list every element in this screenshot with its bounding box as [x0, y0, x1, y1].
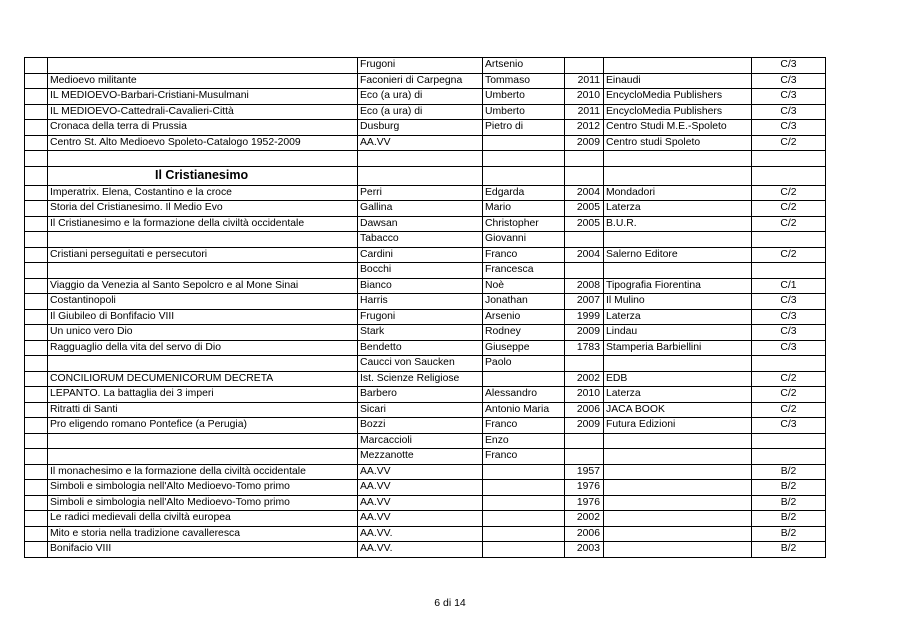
- row-index-cell: [25, 356, 48, 372]
- row-index-cell: [25, 449, 48, 465]
- publisher-cell: [604, 433, 752, 449]
- title-cell: IL MEDIOEVO-Barbari-Cristiani-Musulmani: [48, 89, 358, 105]
- row-index-cell: [25, 526, 48, 542]
- author-surname-cell: Barbero: [358, 387, 483, 403]
- row-index-cell: [25, 309, 48, 325]
- author-name-cell: Franco: [483, 418, 565, 434]
- author-surname-cell: Dusburg: [358, 120, 483, 136]
- title-cell: Bonifacio VIII: [48, 542, 358, 558]
- title-cell: [48, 58, 358, 74]
- publisher-cell: Einaudi: [604, 73, 752, 89]
- shelf-cell: B/2: [752, 495, 826, 511]
- title-cell: [48, 356, 358, 372]
- shelf-cell: C/2: [752, 185, 826, 201]
- author-surname-cell: Bendetto: [358, 340, 483, 356]
- year-cell: [565, 166, 604, 185]
- table-row: [25, 89, 826, 105]
- table-row: [25, 402, 826, 418]
- row-index-cell: [25, 89, 48, 105]
- row-index-cell: [25, 58, 48, 74]
- row-index-cell: [25, 201, 48, 217]
- row-index-cell: [25, 120, 48, 136]
- author-name-cell: Edgarda: [483, 185, 565, 201]
- year-cell: 1976: [565, 480, 604, 496]
- shelf-cell: [752, 263, 826, 279]
- page-number: 6 di 14: [434, 597, 466, 609]
- title-cell: LEPANTO. La battaglia dei 3 imperi: [48, 387, 358, 403]
- year-cell: 2002: [565, 511, 604, 527]
- author-name-cell: [483, 135, 565, 151]
- author-surname-cell: AA.VV: [358, 480, 483, 496]
- row-index-cell: [25, 232, 48, 248]
- year-cell: 2009: [565, 325, 604, 341]
- year-cell: 1976: [565, 495, 604, 511]
- title-cell: Medioevo militante: [48, 73, 358, 89]
- title-cell: Un unico vero Dio: [48, 325, 358, 341]
- author-name-cell: Arsenio: [483, 309, 565, 325]
- publisher-cell: [604, 526, 752, 542]
- section-title: Il Cristianesimo: [48, 166, 358, 185]
- title-cell: Centro St. Alto Medioevo Spoleto-Catalogo 1952-2009: [48, 135, 358, 151]
- shelf-cell: C/3: [752, 73, 826, 89]
- table-row: [25, 418, 826, 434]
- year-cell: 2004: [565, 185, 604, 201]
- author-name-cell: [483, 464, 565, 480]
- publisher-cell: EDB: [604, 371, 752, 387]
- table-row: [25, 104, 826, 120]
- year-cell: 2006: [565, 402, 604, 418]
- author-surname-cell: Eco (a ura) di: [358, 89, 483, 105]
- author-surname-cell: Mezzanotte: [358, 449, 483, 465]
- catalog-table: [24, 57, 826, 558]
- author-name-cell: Alessandro: [483, 387, 565, 403]
- shelf-cell: C/3: [752, 418, 826, 434]
- row-index-cell: [25, 418, 48, 434]
- author-name-cell: Giuseppe: [483, 340, 565, 356]
- publisher-cell: Salerno Editore: [604, 247, 752, 263]
- author-name-cell: Francesca: [483, 263, 565, 279]
- row-index-cell: [25, 371, 48, 387]
- table-row: [25, 340, 826, 356]
- table-row: [25, 495, 826, 511]
- author-surname-cell: Tabacco: [358, 232, 483, 248]
- title-cell: Imperatrix. Elena, Costantino e la croce: [48, 185, 358, 201]
- author-surname-cell: Bozzi: [358, 418, 483, 434]
- publisher-cell: Centro studi Spoleto: [604, 135, 752, 151]
- shelf-cell: B/2: [752, 464, 826, 480]
- publisher-cell: EncycloMedia Publishers: [604, 104, 752, 120]
- publisher-cell: [604, 58, 752, 74]
- year-cell: [565, 232, 604, 248]
- row-index-cell: [25, 247, 48, 263]
- publisher-cell: [604, 449, 752, 465]
- publisher-cell: [604, 542, 752, 558]
- title-cell: Simboli e simbologia nell'Alto Medioevo-Tomo primo: [48, 495, 358, 511]
- row-index-cell: [25, 104, 48, 120]
- year-cell: 2005: [565, 216, 604, 232]
- publisher-cell: Tipografia Fiorentina: [604, 278, 752, 294]
- year-cell: 2011: [565, 73, 604, 89]
- publisher-cell: [604, 511, 752, 527]
- title-cell: Ritratti di Santi: [48, 402, 358, 418]
- title-cell: IL MEDIOEVO-Cattedrali-Cavalieri-Città: [48, 104, 358, 120]
- table-row: [25, 201, 826, 217]
- year-cell: 2004: [565, 247, 604, 263]
- year-cell: 2009: [565, 418, 604, 434]
- title-cell: Il monachesimo e la formazione della civiltà occidentale: [48, 464, 358, 480]
- shelf-cell: C/3: [752, 309, 826, 325]
- row-index-cell: [25, 73, 48, 89]
- author-name-cell: [483, 166, 565, 185]
- author-name-cell: [483, 495, 565, 511]
- publisher-cell: [604, 480, 752, 496]
- shelf-cell: C/2: [752, 371, 826, 387]
- table-row: [25, 449, 826, 465]
- year-cell: 1999: [565, 309, 604, 325]
- title-cell: Le radici medievali della civiltà europea: [48, 511, 358, 527]
- author-surname-cell: AA.VV: [358, 464, 483, 480]
- shelf-cell: [752, 151, 826, 167]
- publisher-cell: Futura Edizioni: [604, 418, 752, 434]
- year-cell: [565, 356, 604, 372]
- title-cell: Simboli e simbologia nell'Alto Medioevo-Tomo primo: [48, 480, 358, 496]
- title-cell: Storia del Cristianesimo. Il Medio Evo: [48, 201, 358, 217]
- row-index-cell: [25, 151, 48, 167]
- table-row: [25, 232, 826, 248]
- author-name-cell: Noè: [483, 278, 565, 294]
- publisher-cell: [604, 263, 752, 279]
- author-name-cell: Rodney: [483, 325, 565, 341]
- table-row: [25, 433, 826, 449]
- title-cell: Viaggio da Venezia al Santo Sepolcro e al Mone Sinai: [48, 278, 358, 294]
- table-row: [25, 247, 826, 263]
- author-name-cell: Artsenio: [483, 58, 565, 74]
- author-name-cell: Tommaso: [483, 73, 565, 89]
- title-cell: Cronaca della terra di Prussia: [48, 120, 358, 136]
- author-name-cell: [483, 526, 565, 542]
- author-surname-cell: AA.VV.: [358, 542, 483, 558]
- author-surname-cell: AA.VV: [358, 511, 483, 527]
- publisher-cell: EncycloMedia Publishers: [604, 89, 752, 105]
- year-cell: 2005: [565, 201, 604, 217]
- table-row: [25, 511, 826, 527]
- title-cell: [48, 151, 358, 167]
- author-surname-cell: Harris: [358, 294, 483, 310]
- row-index-cell: [25, 135, 48, 151]
- title-cell: Costantinopoli: [48, 294, 358, 310]
- year-cell: 2011: [565, 104, 604, 120]
- year-cell: 2003: [565, 542, 604, 558]
- table-row: [25, 120, 826, 136]
- row-index-cell: [25, 542, 48, 558]
- publisher-cell: Laterza: [604, 387, 752, 403]
- shelf-cell: C/3: [752, 340, 826, 356]
- row-index-cell: [25, 495, 48, 511]
- row-index-cell: [25, 325, 48, 341]
- shelf-cell: C/3: [752, 89, 826, 105]
- table-row: [25, 371, 826, 387]
- table-row: [25, 356, 826, 372]
- year-cell: 1783: [565, 340, 604, 356]
- publisher-cell: B.U.R.: [604, 216, 752, 232]
- author-name-cell: Mario: [483, 201, 565, 217]
- table-row: [25, 216, 826, 232]
- year-cell: [565, 449, 604, 465]
- title-cell: [48, 232, 358, 248]
- author-name-cell: Pietro di: [483, 120, 565, 136]
- row-index-cell: [25, 402, 48, 418]
- shelf-cell: C/2: [752, 216, 826, 232]
- section-header-row: [25, 166, 826, 185]
- table-row: [25, 480, 826, 496]
- table-row: [25, 263, 826, 279]
- shelf-cell: [752, 166, 826, 185]
- shelf-cell: B/2: [752, 526, 826, 542]
- shelf-cell: C/3: [752, 58, 826, 74]
- row-index-cell: [25, 278, 48, 294]
- title-cell: Ragguaglio della vita del servo di Dio: [48, 340, 358, 356]
- publisher-cell: [604, 232, 752, 248]
- author-name-cell: Franco: [483, 449, 565, 465]
- table-row: [25, 464, 826, 480]
- publisher-cell: [604, 166, 752, 185]
- row-index-cell: [25, 387, 48, 403]
- year-cell: 2006: [565, 526, 604, 542]
- author-surname-cell: Faconieri di Carpegna: [358, 73, 483, 89]
- author-surname-cell: Marcaccioli: [358, 433, 483, 449]
- publisher-cell: [604, 464, 752, 480]
- title-cell: Pro eligendo romano Pontefice (a Perugia): [48, 418, 358, 434]
- table-row: [25, 294, 826, 310]
- shelf-cell: C/2: [752, 201, 826, 217]
- author-surname-cell: Gallina: [358, 201, 483, 217]
- shelf-cell: [752, 356, 826, 372]
- table-row: [25, 542, 826, 558]
- shelf-cell: C/2: [752, 387, 826, 403]
- title-cell: Mito e storia nella tradizione cavalleresca: [48, 526, 358, 542]
- year-cell: 1957: [565, 464, 604, 480]
- year-cell: 2010: [565, 89, 604, 105]
- author-name-cell: [483, 480, 565, 496]
- row-index-cell: [25, 511, 48, 527]
- year-cell: 2002: [565, 371, 604, 387]
- author-surname-cell: [358, 166, 483, 185]
- title-cell: Il Cristianesimo e la formazione della civiltà occidentale: [48, 216, 358, 232]
- table-row: [25, 58, 826, 74]
- table-row: [25, 387, 826, 403]
- publisher-cell: Laterza: [604, 309, 752, 325]
- author-name-cell: Christopher: [483, 216, 565, 232]
- title-cell: [48, 263, 358, 279]
- publisher-cell: [604, 495, 752, 511]
- row-index-cell: [25, 185, 48, 201]
- shelf-cell: C/2: [752, 135, 826, 151]
- year-cell: [565, 263, 604, 279]
- shelf-cell: C/3: [752, 104, 826, 120]
- shelf-cell: B/2: [752, 542, 826, 558]
- row-index-cell: [25, 294, 48, 310]
- row-index-cell: [25, 340, 48, 356]
- title-cell: Il Giubileo di Bonfifacio VIII: [48, 309, 358, 325]
- table-row: [25, 151, 826, 167]
- year-cell: 2008: [565, 278, 604, 294]
- year-cell: 2010: [565, 387, 604, 403]
- author-surname-cell: Bocchi: [358, 263, 483, 279]
- publisher-cell: Lindau: [604, 325, 752, 341]
- shelf-cell: [752, 449, 826, 465]
- author-name-cell: Umberto: [483, 89, 565, 105]
- row-index-cell: [25, 464, 48, 480]
- author-name-cell: Giovanni: [483, 232, 565, 248]
- author-name-cell: [483, 371, 565, 387]
- author-surname-cell: Ist. Scienze Religiose: [358, 371, 483, 387]
- publisher-cell: Mondadori: [604, 185, 752, 201]
- publisher-cell: Il Mulino: [604, 294, 752, 310]
- author-surname-cell: AA.VV: [358, 135, 483, 151]
- shelf-cell: C/2: [752, 402, 826, 418]
- publisher-cell: [604, 356, 752, 372]
- author-name-cell: [483, 511, 565, 527]
- author-name-cell: Paolo: [483, 356, 565, 372]
- publisher-cell: JACA BOOK: [604, 402, 752, 418]
- author-name-cell: Franco: [483, 247, 565, 263]
- table-row: [25, 309, 826, 325]
- shelf-cell: C/3: [752, 120, 826, 136]
- year-cell: [565, 58, 604, 74]
- publisher-cell: Centro Studi M.E.-Spoleto: [604, 120, 752, 136]
- author-surname-cell: Bianco: [358, 278, 483, 294]
- author-surname-cell: [358, 151, 483, 167]
- author-surname-cell: Perri: [358, 185, 483, 201]
- shelf-cell: B/2: [752, 480, 826, 496]
- author-name-cell: Enzo: [483, 433, 565, 449]
- row-index-cell: [25, 480, 48, 496]
- table-row: [25, 278, 826, 294]
- row-index-cell: [25, 216, 48, 232]
- author-name-cell: [483, 542, 565, 558]
- table-row: [25, 135, 826, 151]
- author-surname-cell: Sicari: [358, 402, 483, 418]
- author-name-cell: Jonathan: [483, 294, 565, 310]
- table-row: [25, 185, 826, 201]
- shelf-cell: C/1: [752, 278, 826, 294]
- author-surname-cell: Frugoni: [358, 58, 483, 74]
- author-surname-cell: Caucci von Saucken: [358, 356, 483, 372]
- author-surname-cell: Cardini: [358, 247, 483, 263]
- author-surname-cell: Dawsan: [358, 216, 483, 232]
- publisher-cell: Laterza: [604, 201, 752, 217]
- author-name-cell: [483, 151, 565, 167]
- title-cell: Cristiani perseguitati e persecutori: [48, 247, 358, 263]
- publisher-cell: Stamperia Barbiellini: [604, 340, 752, 356]
- year-cell: 2007: [565, 294, 604, 310]
- shelf-cell: C/3: [752, 325, 826, 341]
- year-cell: 2009: [565, 135, 604, 151]
- row-index-cell: [25, 263, 48, 279]
- author-surname-cell: Stark: [358, 325, 483, 341]
- title-cell: [48, 433, 358, 449]
- year-cell: [565, 433, 604, 449]
- author-surname-cell: AA.VV.: [358, 526, 483, 542]
- title-cell: CONCILIORUM DECUMENICORUM DECRETA: [48, 371, 358, 387]
- author-name-cell: Antonio Maria: [483, 402, 565, 418]
- shelf-cell: B/2: [752, 511, 826, 527]
- author-name-cell: Umberto: [483, 104, 565, 120]
- row-index-cell: [25, 166, 48, 185]
- year-cell: [565, 151, 604, 167]
- shelf-cell: [752, 232, 826, 248]
- table-row: [25, 73, 826, 89]
- table-row: [25, 526, 826, 542]
- publisher-cell: [604, 151, 752, 167]
- author-surname-cell: Frugoni: [358, 309, 483, 325]
- shelf-cell: C/3: [752, 294, 826, 310]
- shelf-cell: C/2: [752, 247, 826, 263]
- row-index-cell: [25, 433, 48, 449]
- shelf-cell: [752, 433, 826, 449]
- author-surname-cell: Eco (a ura) di: [358, 104, 483, 120]
- table-row: [25, 325, 826, 341]
- title-cell: [48, 449, 358, 465]
- year-cell: 2012: [565, 120, 604, 136]
- author-surname-cell: AA.VV: [358, 495, 483, 511]
